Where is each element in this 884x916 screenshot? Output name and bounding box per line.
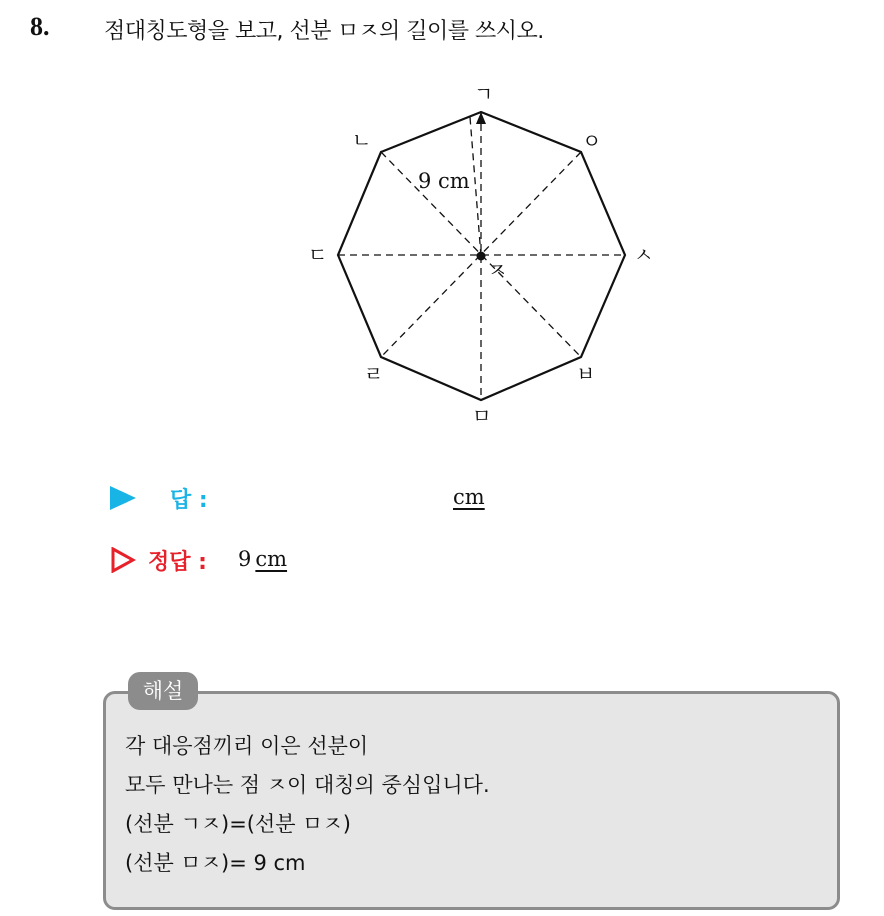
vertex-label-top: ㄱ	[474, 82, 494, 106]
answer-unit-blank: cm	[453, 485, 485, 509]
vertex-label-bottom-right: ㅂ	[576, 362, 596, 386]
vertex-label-bottom: ㅁ	[472, 404, 492, 428]
explanation-line: (선분 ㅁㅈ)= 9 cm	[125, 851, 306, 875]
center-label: ㅈ	[488, 258, 508, 282]
explanation-line: 각 대응점끼리 이은 선분이	[125, 734, 369, 758]
explanation-lines	[125, 727, 490, 883]
correct-answer-label: 정답 :	[148, 550, 207, 575]
vertex-label-bottom-left: ㄹ	[364, 362, 384, 386]
correct-answer-unit: cm	[255, 547, 288, 571]
center-point	[477, 252, 486, 261]
vertex-label-top-left: ㄴ	[352, 128, 372, 152]
play-triangle-icon	[110, 486, 136, 510]
vertex-label-right: ㅅ	[634, 243, 654, 267]
question-text: 점대칭도형을 보고, 선분 ㅁㅈ의 길이를 쓰시오.	[104, 19, 544, 44]
vertex-label-top-right: ㅇ	[582, 129, 602, 153]
correct-answer-value: 9	[238, 547, 252, 571]
vertex-label-left: ㄷ	[308, 243, 328, 267]
correct-answer-row	[110, 545, 530, 577]
answer-label: 답 :	[170, 488, 208, 513]
explanation-line: (선분 ㄱㅈ)=(선분 ㅁㅈ)	[125, 812, 352, 836]
question-number: 8.	[30, 12, 50, 41]
octagon-figure	[300, 75, 670, 435]
explanation-line: 모두 만나는 점 ㅈ이 대칭의 중심입니다.	[125, 773, 490, 797]
measurement-arrow-line	[470, 117, 481, 256]
outline-triangle-icon	[110, 547, 136, 573]
measurement-label: 9 cm	[418, 169, 470, 193]
answer-row	[110, 483, 530, 515]
explanation-title: 해설	[128, 672, 198, 710]
correct-answer-value-group	[238, 547, 287, 571]
